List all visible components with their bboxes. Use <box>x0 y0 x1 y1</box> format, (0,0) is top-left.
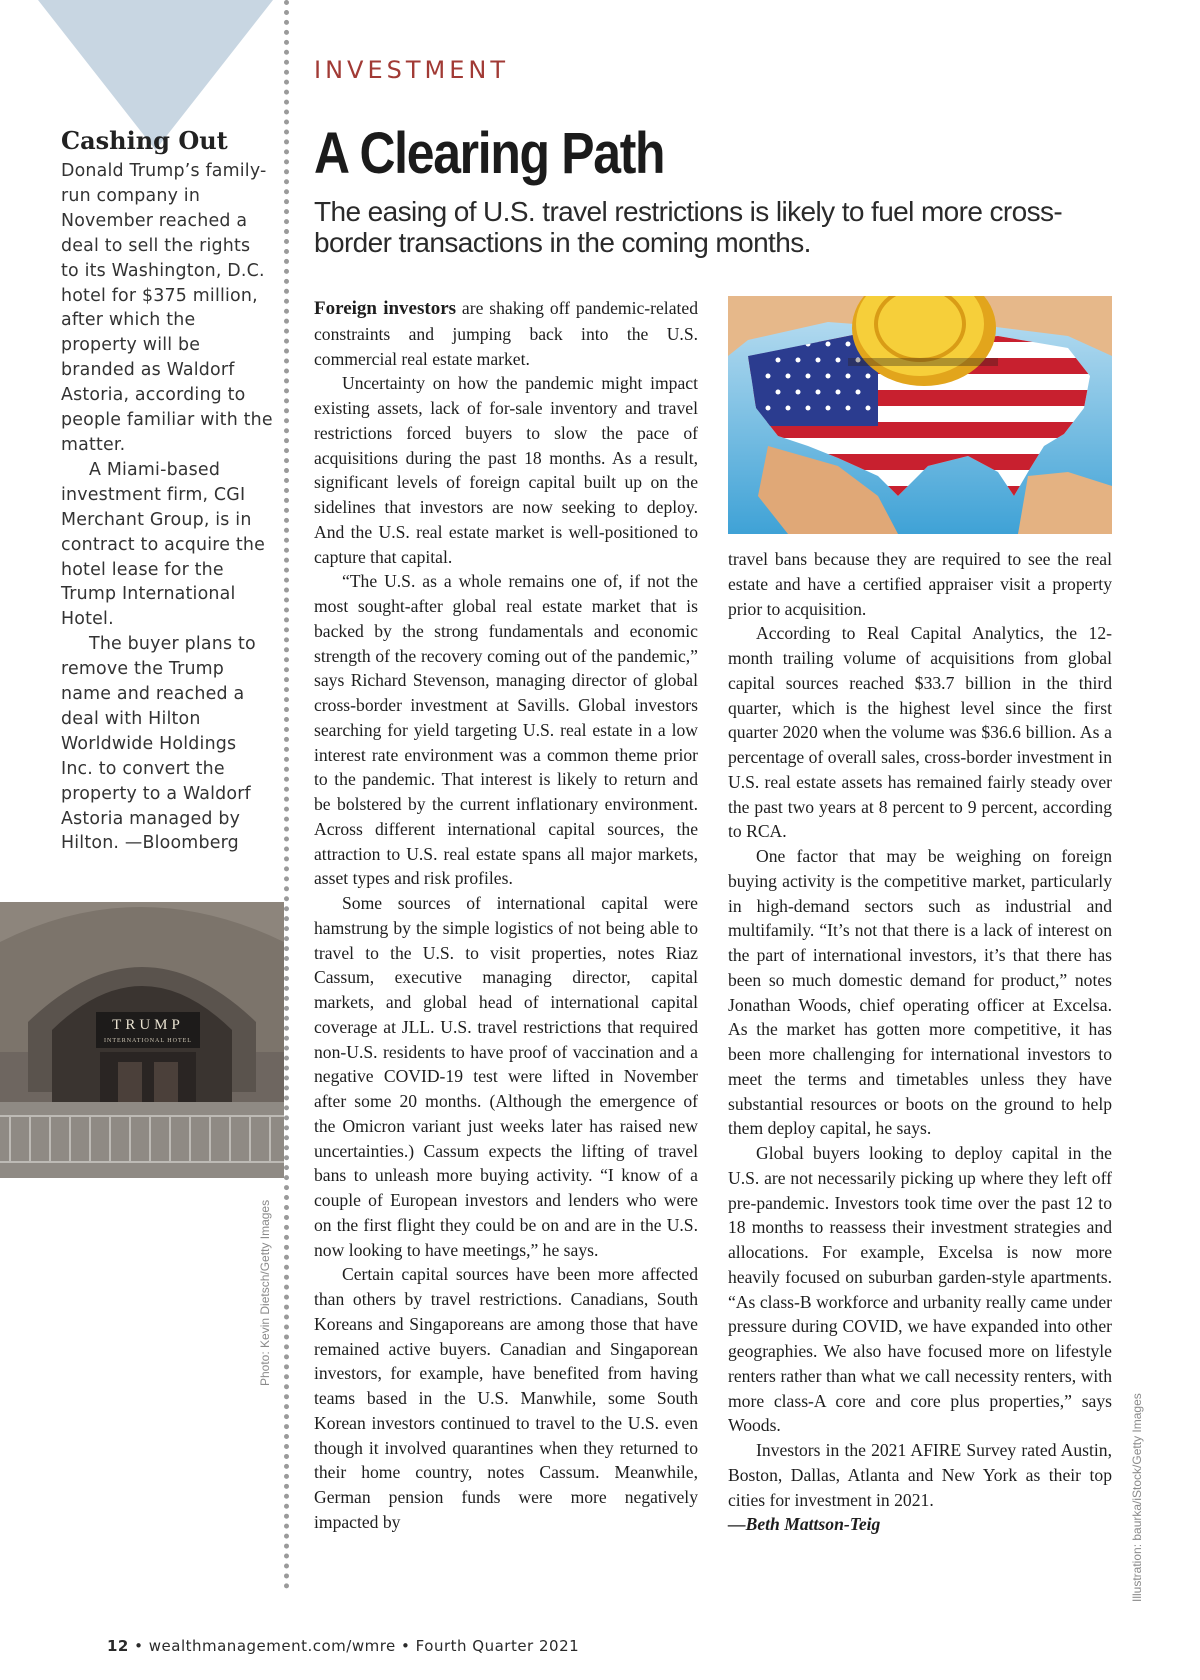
article-column-2 <box>728 547 1112 1537</box>
sidebar-paragraph: The buyer plans to remove the Trump name and reached a deal with Hilton Worldwide Holdings Inc. to convert the property to a Waldorf Astoria managed by Hilton. —Bloomberg <box>61 634 256 854</box>
us-flag-map-illustration <box>728 296 1112 534</box>
article-paragraph <box>314 296 698 371</box>
photo-credit: Photo: Kevin Dietsch/Getty Images <box>258 1199 272 1386</box>
illustration-credit: Illustration: baurka/iStock/Getty Images <box>1130 1393 1144 1602</box>
sidebar <box>61 126 273 856</box>
article-paragraph: “The U.S. as a whole remains one of, if not the most sought-after global real estate market that is backed by the strong fundamentals and economic strength of the recovery coming out of the pandemic,” says Richard Stevenson, managing director of global cross-border investment at Savills. Global investors searching for yield targeting U.S. real estate in a low interest rate environment was a common theme prior to the pandemic. That interest is likely to return and be bolstered by the current inflationary environment. Across different international capital sources, the attraction to U.S. real estate spans all major markets, asset types and risk profiles. <box>314 571 698 889</box>
section-kicker: INVESTMENT <box>314 56 509 84</box>
page-number: 12 <box>107 1637 129 1655</box>
article-column-1 <box>314 296 698 1535</box>
dotted-column-rule <box>284 0 289 1590</box>
hotel-sign-subtext: INTERNATIONAL HOTEL <box>104 1038 192 1044</box>
article-paragraph: Investors in the 2021 AFIRE Survey rated Austin, Boston, Dallas, Atlanta and New York as their top cities for investment in 2021. <box>728 1440 1112 1510</box>
sidebar-paragraph: A Miami-based investment firm, CGI Merchant Group, is in contract to acquire the hotel lease for the Trump International Hotel. <box>61 459 265 630</box>
article-paragraph: Certain capital sources have been more affected than others by travel restrictions. Canadians, South Koreans and Singaporeans are among those that have remained active buyers. Canadian and Singaporean investors, for example, have benefited from having teams based in the U.S. Manwhile, some South Korean investors continued to travel to the U.S. even though it involved quarantines when they returned to their home country, notes Cassum. Meanwhile, German pension funds were more negatively impacted by <box>314 1264 698 1532</box>
article-deck: The easing of U.S. travel restrictions is likely to fuel more cross-border transactions in the coming months. <box>314 196 1063 258</box>
article-title: A Clearing Path <box>314 121 665 186</box>
paragraph-text: are shaking off pandemic-related constraints and jumping back into the U.S. commercial real estate market. <box>314 298 699 369</box>
article-paragraph: According to Real Capital Analytics, the 12-month trailing volume of acquisitions from global capital sources reached $33.7 billion in the third quarter, which is the highest level since the first quarter 2020 when the volume was $36.6 billion. As a percentage of overall sales, cross-border investment in U.S. real estate assets has remained fairly steady over the past two years at 8 percent to 9 percent, according to RCA. <box>728 623 1112 842</box>
lead-in: Foreign investors <box>314 298 457 319</box>
article-paragraph: Some sources of international capital were hamstrung by the simple logistics of not being able to travel to the U.S. to visit properties, notes Riaz Cassum, executive managing director, capital markets, and global head of international capital coverage at JLL. U.S. travel restrictions that required non-U.S. residents to have proof of vaccination and a negative COVID-19 test were lifted in November after some 20 months. (Although the emergence of the Omicron variant just weeks later has raised new uncertainties.) Cassum expects the lifting of travel bans to unleash more buying activity. “I know of a couple of European investors and lenders who were on the first flight they could be on and are in the U.S. now looking to have meetings,” he says. <box>314 893 698 1260</box>
hotel-sign-text: TRUMP <box>112 1017 184 1033</box>
footer-text: • wealthmanagement.com/wmre • Fourth Quarter 2021 <box>128 1637 580 1655</box>
article-paragraph: travel bans because they are required to see the real estate and have a certified appraiser visit a property prior to acquisition. <box>728 549 1112 619</box>
sidebar-heading: Cashing Out <box>61 126 228 155</box>
trump-hotel-photo <box>0 902 284 1178</box>
article-paragraph: Global buyers looking to deploy capital in the U.S. are not necessarily picking up where they left off pre-pandemic. Investors took time over the past 12 to 18 months to reassess their investment strategies and allocations. For example, Excelsa is now more heavily focused on suburban garden-style apartments. “As class-B workforce and urbanity really came under pressure during COVID, we have expanded into other geographies. We also have focused more on lifestyle renters rather than what we call necessity renters, with more class-A core and core plus properties,” says Woods. <box>728 1143 1112 1436</box>
sidebar-paragraph: Donald Trump’s family-run company in November reached a deal to sell the rights to its Washington, D.C. hotel for $375 million, after which the property will be branded as Waldorf Astoria, according to people familiar with the matter. <box>61 161 273 455</box>
article-paragraph: One factor that may be weighing on foreign buying activity is the competitive market, particularly in high-demand sectors such as industrial and multifamily. “It’s not that there is a lack of interest on the part of international investors, it’s that there has been so much domestic demand for product,” notes Jonathan Woods, chief operating officer at Excelsa. As the market has gotten more competitive, it has been more challenging for international investors to meet the terms and timetables unless they have substantial resources or boots on the ground to help them deploy capital, he says. <box>728 846 1112 1139</box>
article-paragraph: Uncertainty on how the pandemic might impact existing assets, lack of for-sale inventory and travel restrictions forced buyers to slow the pace of acquisitions during the past 18 months. As a result, significant levels of foreign capital built up on the sidelines that investors are now seeking to deploy. And the U.S. real estate market is well-positioned to capture that capital. <box>314 373 698 567</box>
page-footer <box>107 1637 579 1655</box>
byline: —Beth Mattson-Teig <box>728 1514 881 1535</box>
